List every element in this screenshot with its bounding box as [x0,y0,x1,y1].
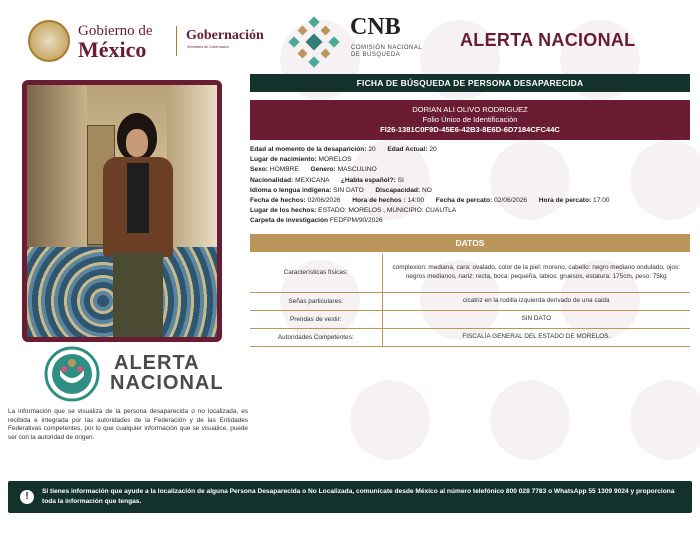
edad-actual-label: Edad Actual: [387,146,428,153]
nacionalidad-label: Nacionalidad: [250,176,294,184]
carpeta-value: FEDFPM/90/2026 [329,217,383,225]
table-row [250,254,690,292]
lugar-hechos-value: ESTADO: MORELOS , MUNICIPIO: CUAUTLA [318,207,457,215]
fecha-hechos-label: Fecha de hechos: [250,196,306,204]
genero-value: MASCULINO [337,166,377,174]
datos-title-bar: DATOS [250,234,690,252]
alerta-nacional-title: ALERTA NACIONAL [460,30,636,50]
cnb-subtitle-1: COMISIÓN NACIONAL [351,45,423,51]
person-name-block [250,100,690,140]
datos-value: cicatriz en la rodilla izquierda derivado de una caida [382,292,690,310]
seal-icon [28,20,70,62]
hora-percato-value: 17:00 [593,196,610,204]
table-row [250,310,690,328]
fecha-percato-label: Fecha de percato: [435,196,493,204]
lugar-nacimiento-label: Lugar de nacimiento: [250,156,317,164]
gobernacion-subtitle: Secretaría de Gobernación [187,45,230,49]
datos-label: Señas particulares: [250,292,382,310]
gob-word2: México [78,37,147,62]
idioma-value: SIN DATO [333,186,364,194]
cnb-title: CNB [350,14,401,40]
habla-espanol-label: ¿Habla español?: [340,176,396,184]
sexo-value: HOMBRE [269,166,299,174]
datos-label: Autoridades Competentes: [250,328,382,346]
footer-contact-text: Si tienes información que ayude a la localización de alguna Persona Desaparecida o No Localizada, comunícate desde México al número telefónico 800 028 7783 o WhatsApp 55 1309 9024 y proporciona toda la información que tengas. [42,488,675,505]
hora-hechos-label: Hora de hechos : [352,196,406,204]
footer-contact-bar [8,481,692,513]
photo-frame [22,80,222,342]
alerta-logo-line2: NACIONAL [110,372,224,394]
carpeta-label: Carpeta de investigación [250,217,329,225]
person-name: DORIAN ALI OLIVO RODRIGUEZ [412,105,528,114]
datos-value: FISCALÍA GENERAL DEL ESTADO DE MORELOS. [382,328,690,346]
gobierno-mexico-logo [28,20,168,64]
datos-value: complexion: mediana, cara: ovalado, color de la piel: moreno, cabello: negro mediano ondulado, ojos: negros medianos, nariz: recta, boca: pequeña, labios: gruesos, estatura: 175cm, peso: 75kg [382,254,690,292]
hora-hechos-value: 14:00 [407,196,425,204]
discapacidad-label: Discapacidad: [375,186,421,194]
folio-value: FI26-1381C0F9D-45E6-42B3-8E6D-6D7184CFC44C [380,125,560,134]
discapacidad-value: NO [421,186,432,194]
disclaimer-text: La información que se visualiza de la persona desaparecida o no localizada, es recibida e integrada por las autoridades de la Federación y de las Entidades Federativas competentes, por lo que cualquier información que se visualice, puede ser con la autoridad de origen. [8,408,248,441]
datos-table [250,254,690,347]
edad-actual-value: 20 [429,146,437,153]
genero-label: Genero: [310,166,336,174]
ficha-title-bar: FICHA DE BÚSQUEDA DE PERSONA DESAPARECIDA [250,74,690,92]
table-row [250,292,690,310]
datos-label: Características físicas: [250,254,382,292]
person-info [250,145,690,227]
table-row [250,328,690,346]
edad-desaparicion-value: 20 [368,146,376,153]
fecha-hechos-value: 02/06/2026 [307,196,341,204]
cnb-subtitle-2: DE BÚSQUEDA [351,52,401,58]
cnb-emblem-icon [288,16,340,68]
alerta-logo-line1: ALERTA [114,352,200,374]
exclamation-icon: ! [20,490,34,504]
idioma-label: Idioma o lengua indígena: [250,186,332,194]
folio-label: Folio Único de Identificación [422,115,518,124]
lugar-nacimiento-value: MORELOS [318,156,352,164]
alerta-nacional-logo-icon [44,346,100,402]
datos-label: Prendas de vestir: [250,310,382,328]
missing-person-photo [27,85,217,337]
header-divider [176,26,177,56]
datos-value: SIN DATO [382,310,690,328]
edad-desaparicion-label: Edad al momento de la desaparición: [250,146,367,153]
fecha-percato-value: 02/06/2026 [494,196,528,204]
gobernacion-logo: Gobernación [186,28,264,43]
habla-espanol-value: SI [397,176,404,184]
nacionalidad-value: MEXICANA [295,176,330,184]
gob-word1: Gobierno de [78,23,153,39]
hora-percato-label: Hora de percato: [538,196,592,204]
sexo-label: Sexo: [250,166,268,174]
lugar-hechos-label: Lugar de los hechos: [250,207,317,215]
